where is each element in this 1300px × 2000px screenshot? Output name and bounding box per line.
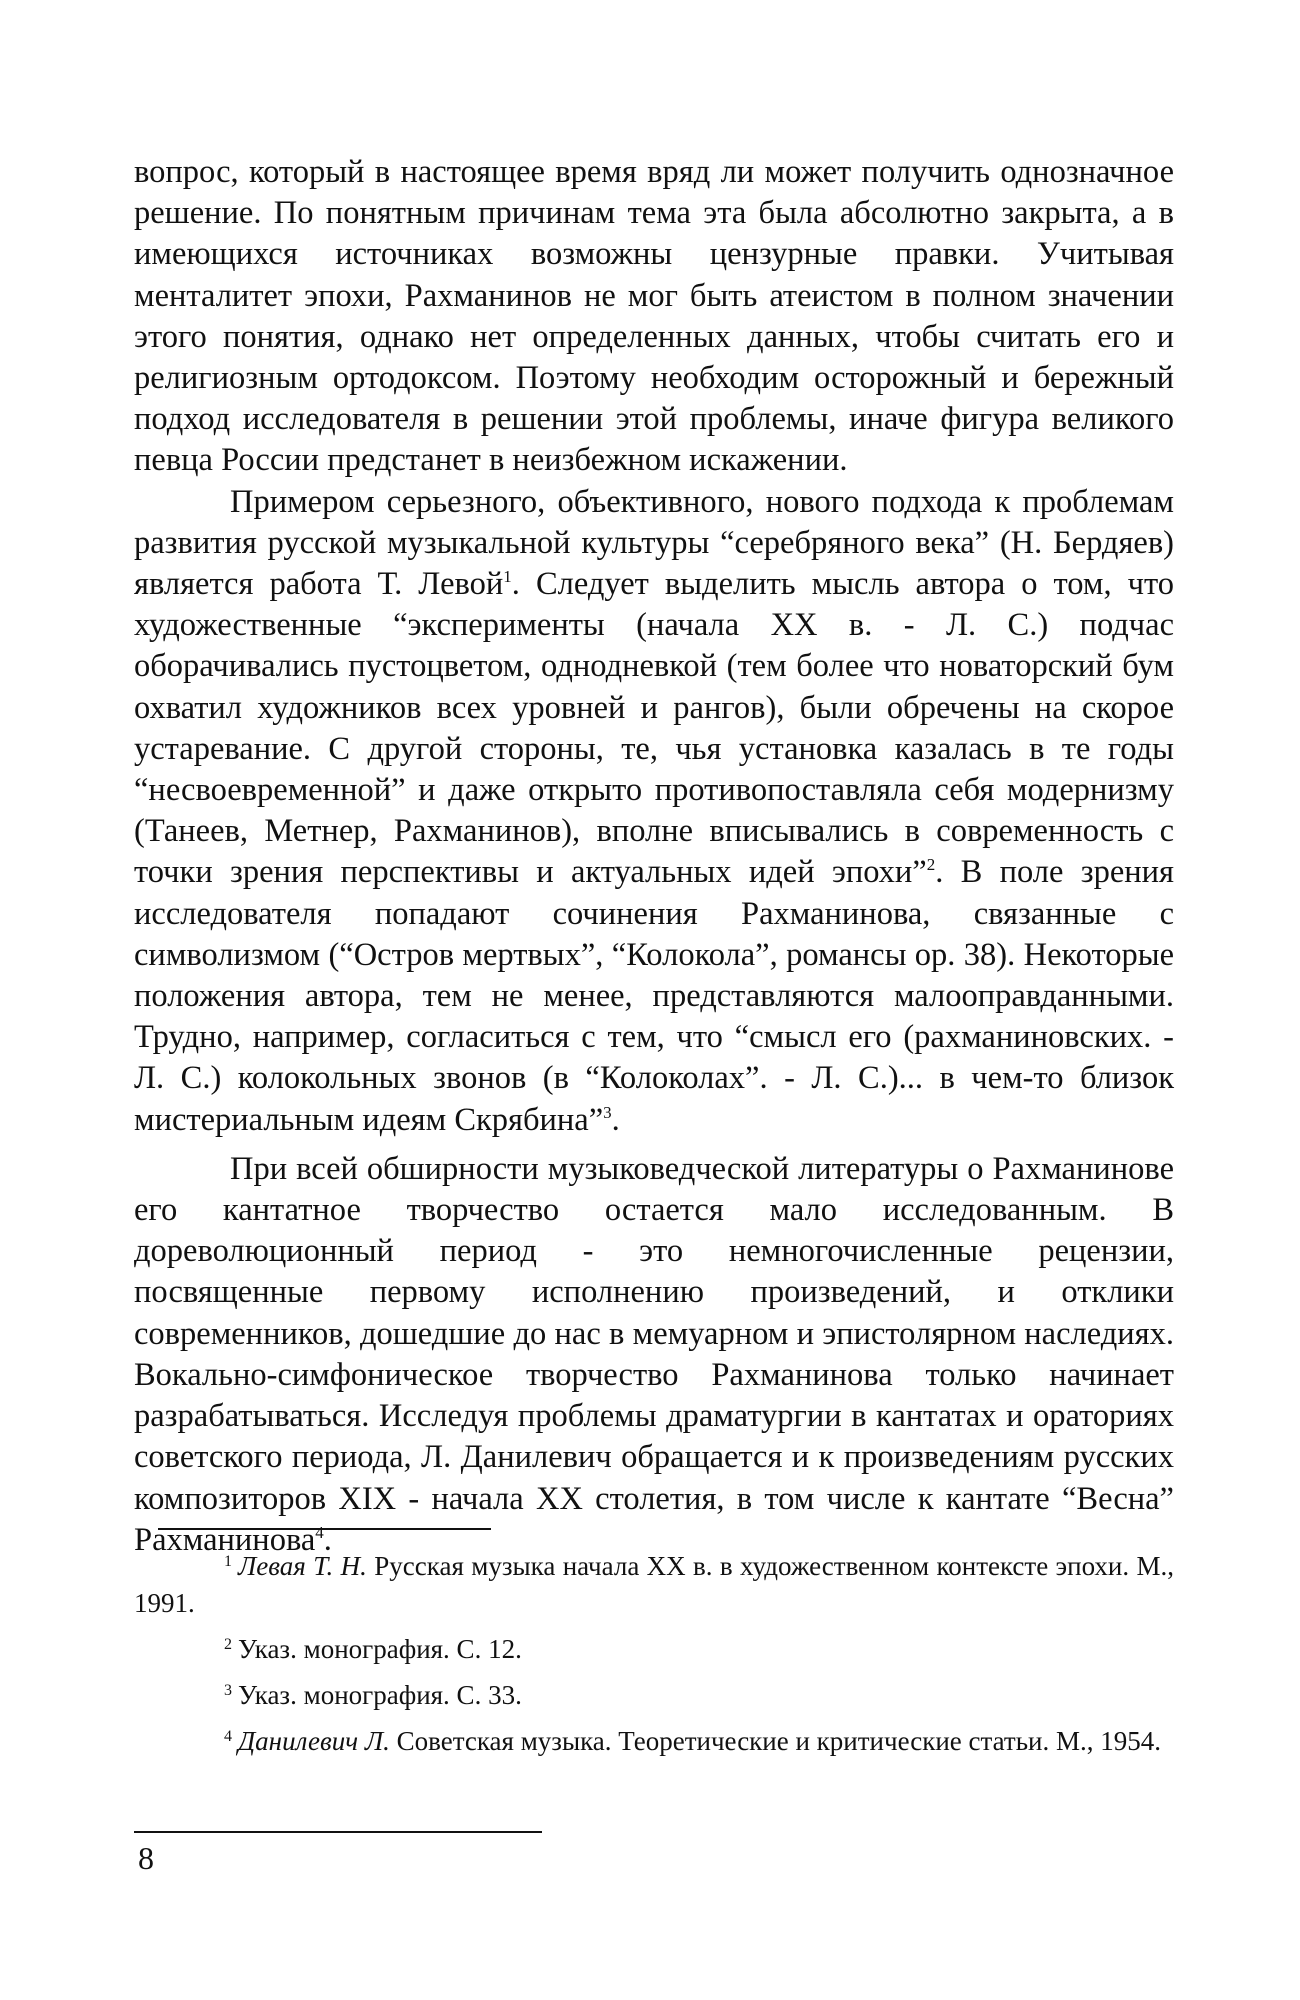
footnote-ref-4[interactable]: 4 xyxy=(315,1522,324,1542)
paragraph-2-part-c: . В поле зрения исследователя попадают сочинения Рахманинова, связанные с символизмом (“Остров мертвых”, “Колокола”, романсы ор. 38). Некоторые положения автора, тем не менее, представляются малооправданными. Трудно, например, согласиться с тем, что “смысл его (рахманиновских. - Л. С.) колокольных звонов (в “Колоколах”. - Л. С.)... в чем-то близок мистериальным идеям Скрябина” xyxy=(134,854,1174,1138)
footnote-1 xyxy=(134,1543,1174,1622)
main-text xyxy=(134,152,1174,1561)
footnote-text: Указ. монография. С. 33. xyxy=(238,1680,522,1710)
paragraph-3-part-a: При всей обширности музыковедческой литературы о Рахманинове его кантатное творчество остается мало исследованным. В дореволюционный период - это немногочисленные рецензии, посвященные первому исполнению произведений, и отклики современников, дошедшие до нас в мемуарном и эпистолярном наследиях. Вокально-симфоническое творчество Рахманинова только начинает разрабатываться. Исследуя проблемы драматургии в кантатах и ораториях советского периода, Л. Данилевич обращается и к произведениям русских композиторов XIX - начала XX столетия, в том числе к кантате “Весна” Рахманинова xyxy=(134,1150,1174,1558)
footnote-ref-3[interactable]: 3 xyxy=(603,1102,612,1122)
footnote-ref-1[interactable]: 1 xyxy=(503,567,512,587)
footnote-text: Указ. монография. С. 12. xyxy=(238,1634,522,1664)
footnote-number: 3 xyxy=(224,1682,232,1699)
footnote-number: 2 xyxy=(224,1636,232,1653)
paragraph-2 xyxy=(134,482,1174,1141)
page-number-divider xyxy=(134,1831,542,1833)
paragraph-3-part-b: . xyxy=(323,1521,332,1558)
footnote-4 xyxy=(134,1718,1174,1760)
footnote-3 xyxy=(134,1672,1174,1714)
page-number: 8 xyxy=(138,1840,154,1876)
footnote-divider xyxy=(158,1528,491,1530)
footnotes xyxy=(134,1543,1174,1764)
footnote-number: 4 xyxy=(224,1728,232,1745)
footnote-text: Советская музыка. Теоретические и критические статьи. М., 1954. xyxy=(389,1726,1161,1756)
footnote-text: Русская музыка начала XX в. в художественном контексте эпохи. М., 1991. xyxy=(134,1551,1174,1618)
paragraph-2-part-a: Примером серьезного, объективного, нового подхода к проблемам развития русской музыкальной культуры “серебряного века” (Н. Бердяев) является работа Т. Левой xyxy=(134,483,1174,603)
footnote-number: 1 xyxy=(224,1553,232,1570)
paragraph-2-part-d: . xyxy=(611,1101,620,1138)
paragraph-1: вопрос, который в настоящее время вряд ли может получить однозначное решение. По понятным причинам тема эта была абсолютно закрыта, а в имеющихся источниках возможны цензурные правки. Учитывая менталитет эпохи, Рахманинов не мог быть атеистом в полном значении этого понятия, однако нет определенных данных, чтобы считать его и религиозным ортодоксом. Поэтому необходим осторожный и бережный подход исследователя в решении этой проблемы, иначе фигура великого певца России предстанет в неизбежном искажении. xyxy=(134,154,1174,479)
paragraph-3 xyxy=(134,1149,1174,1561)
footnote-author: Данилевич Л. xyxy=(238,1726,390,1756)
paragraph-2-part-b: . Следует выделить мысль автора о том, что художественные “эксперименты (начала XX в. - Л. С.) подчас оборачивались пустоцветом, однодневкой (тем более что новаторский бум охватил художников всех уровней и рангов), были обречены на скорое устаревание. С другой стороны, те, чья установка казалась в те годы “несвоевременной” и даже открыто противопоставляла себя модернизму (Танеев, Метнер, Рахманинов), вполне вписывались в современность с точки зрения перспективы и актуальных идей эпохи” xyxy=(134,566,1174,891)
footnote-ref-2[interactable]: 2 xyxy=(926,855,936,875)
footnote-author: Левая Т. Н. xyxy=(238,1551,367,1581)
footnote-2 xyxy=(134,1626,1174,1668)
